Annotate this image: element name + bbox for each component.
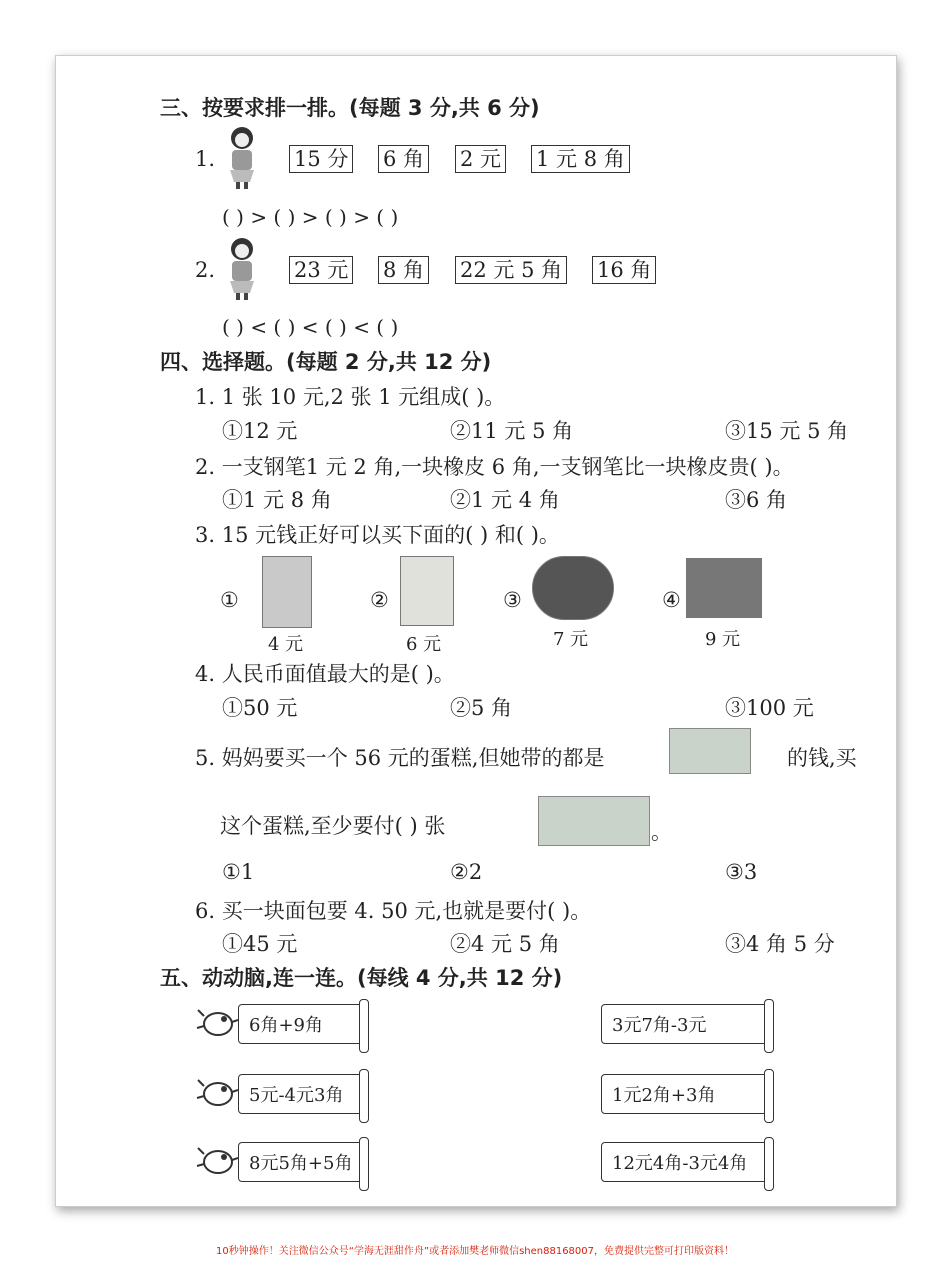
section-5-title: 五、动动脑,连一连。(每线 4 分,共 12 分) bbox=[160, 966, 563, 990]
option[interactable]: ②1 元 4 角 bbox=[450, 488, 560, 512]
option-mark[interactable]: ② bbox=[370, 588, 389, 612]
q3-2-item: 16 角 bbox=[592, 256, 656, 284]
scroll-roll bbox=[764, 1137, 774, 1191]
option[interactable]: ③4 角 5 分 bbox=[725, 932, 835, 956]
option[interactable]: ③3 bbox=[725, 860, 758, 884]
twenty-yuan-note-image bbox=[669, 728, 751, 774]
expression-label: 5元-4元3角 bbox=[249, 1085, 344, 1106]
q4-2-text: 2. 一支钢笔1 元 2 角,一块橡皮 6 角,一支钢笔比一块橡皮贵( )。 bbox=[195, 455, 794, 479]
girl-illustration-icon bbox=[222, 235, 262, 301]
q4-5-text-a: 5. 妈妈要买一个 56 元的蛋糕,但她带的都是 bbox=[195, 746, 605, 770]
option[interactable]: ①1 bbox=[222, 860, 255, 884]
q4-4-text: 4. 人民币面值最大的是( )。 bbox=[195, 662, 455, 686]
option[interactable]: ①45 元 bbox=[222, 932, 298, 956]
q3-1-number: 1. bbox=[195, 147, 216, 171]
scroll-roll bbox=[359, 999, 369, 1053]
q3-2-number: 2. bbox=[195, 258, 216, 282]
option-mark[interactable]: ④ bbox=[662, 588, 681, 612]
girl-illustration-icon bbox=[222, 124, 262, 190]
expression-label: 12元4角-3元4角 bbox=[612, 1153, 748, 1174]
expression-label: 8元5角+5角 bbox=[249, 1153, 353, 1174]
price-label: 6 元 bbox=[406, 634, 442, 655]
price-label: 9 元 bbox=[705, 629, 741, 650]
q3-2-item: 8 角 bbox=[378, 256, 429, 284]
option[interactable]: ③6 角 bbox=[725, 488, 788, 512]
right-scroll-card[interactable] bbox=[601, 1142, 769, 1182]
snack-bag-image bbox=[262, 556, 312, 628]
q4-3-text: 3. 15 元钱正好可以买下面的( ) 和( )。 bbox=[195, 523, 560, 547]
left-scroll-card[interactable] bbox=[238, 1004, 364, 1044]
price-label: 4 元 bbox=[268, 634, 304, 655]
book-image bbox=[400, 556, 454, 626]
option-mark[interactable]: ① bbox=[220, 588, 239, 612]
bird-icon bbox=[196, 1142, 238, 1182]
bird-icon bbox=[196, 1004, 238, 1044]
option[interactable]: ③15 元 5 角 bbox=[725, 419, 849, 443]
q4-6-text: 6. 买一块面包要 4. 50 元,也就是要付( )。 bbox=[195, 899, 592, 923]
q3-1-item: 1 元 8 角 bbox=[531, 145, 630, 173]
right-scroll-card[interactable] bbox=[601, 1074, 769, 1114]
left-scroll-card[interactable] bbox=[238, 1142, 364, 1182]
plate-of-buns-image bbox=[532, 556, 614, 620]
footer-promo-text: 10秒钟操作！关注微信公众号“学海无涯甜作舟”或者添加樊老师微信shen88168007，免费提供完整可打印版资料！ bbox=[215, 1246, 735, 1257]
scroll-roll bbox=[764, 999, 774, 1053]
q3-2-answer-blanks[interactable]: ( ) < ( ) < ( ) < ( ) bbox=[222, 315, 399, 339]
option[interactable]: ②2 bbox=[450, 860, 483, 884]
q3-1-item: 2 元 bbox=[455, 145, 506, 173]
q3-1-answer-blanks[interactable]: ( ) > ( ) > ( ) > ( ) bbox=[222, 205, 399, 229]
option[interactable]: ①1 元 8 角 bbox=[222, 488, 332, 512]
twenty-yuan-note-image bbox=[538, 796, 650, 846]
option[interactable]: ②5 角 bbox=[450, 696, 513, 720]
expression-label: 1元2角+3角 bbox=[612, 1085, 716, 1106]
cake-slice-image bbox=[686, 558, 762, 618]
option[interactable]: ③100 元 bbox=[725, 696, 814, 720]
option[interactable]: ②11 元 5 角 bbox=[450, 419, 574, 443]
q3-2-item: 23 元 bbox=[289, 256, 353, 284]
q3-1-item: 15 分 bbox=[289, 145, 353, 173]
q3-2-item: 22 元 5 角 bbox=[455, 256, 567, 284]
right-scroll-card[interactable] bbox=[601, 1004, 769, 1044]
q4-5-text-b: 的钱,买 bbox=[787, 746, 857, 770]
price-label: 7 元 bbox=[553, 629, 589, 650]
section-3-title: 三、按要求排一排。(每题 3 分,共 6 分) bbox=[160, 96, 540, 120]
section-4-title: 四、选择题。(每题 2 分,共 12 分) bbox=[160, 350, 492, 374]
scroll-roll bbox=[359, 1069, 369, 1123]
scroll-roll bbox=[764, 1069, 774, 1123]
q4-5-text-d: 。 bbox=[651, 820, 672, 844]
option[interactable]: ①50 元 bbox=[222, 696, 298, 720]
q3-1-item: 6 角 bbox=[378, 145, 429, 173]
bird-icon bbox=[196, 1074, 238, 1114]
scroll-roll bbox=[359, 1137, 369, 1191]
q4-5-text-c: 这个蛋糕,至少要付( ) 张 bbox=[220, 814, 446, 838]
option[interactable]: ①12 元 bbox=[222, 419, 298, 443]
q4-1-text: 1. 1 张 10 元,2 张 1 元组成( )。 bbox=[195, 385, 506, 409]
option[interactable]: ②4 元 5 角 bbox=[450, 932, 560, 956]
expression-label: 3元7角-3元 bbox=[612, 1015, 707, 1036]
expression-label: 6角+9角 bbox=[249, 1015, 323, 1036]
left-scroll-card[interactable] bbox=[238, 1074, 364, 1114]
option-mark[interactable]: ③ bbox=[503, 588, 522, 612]
